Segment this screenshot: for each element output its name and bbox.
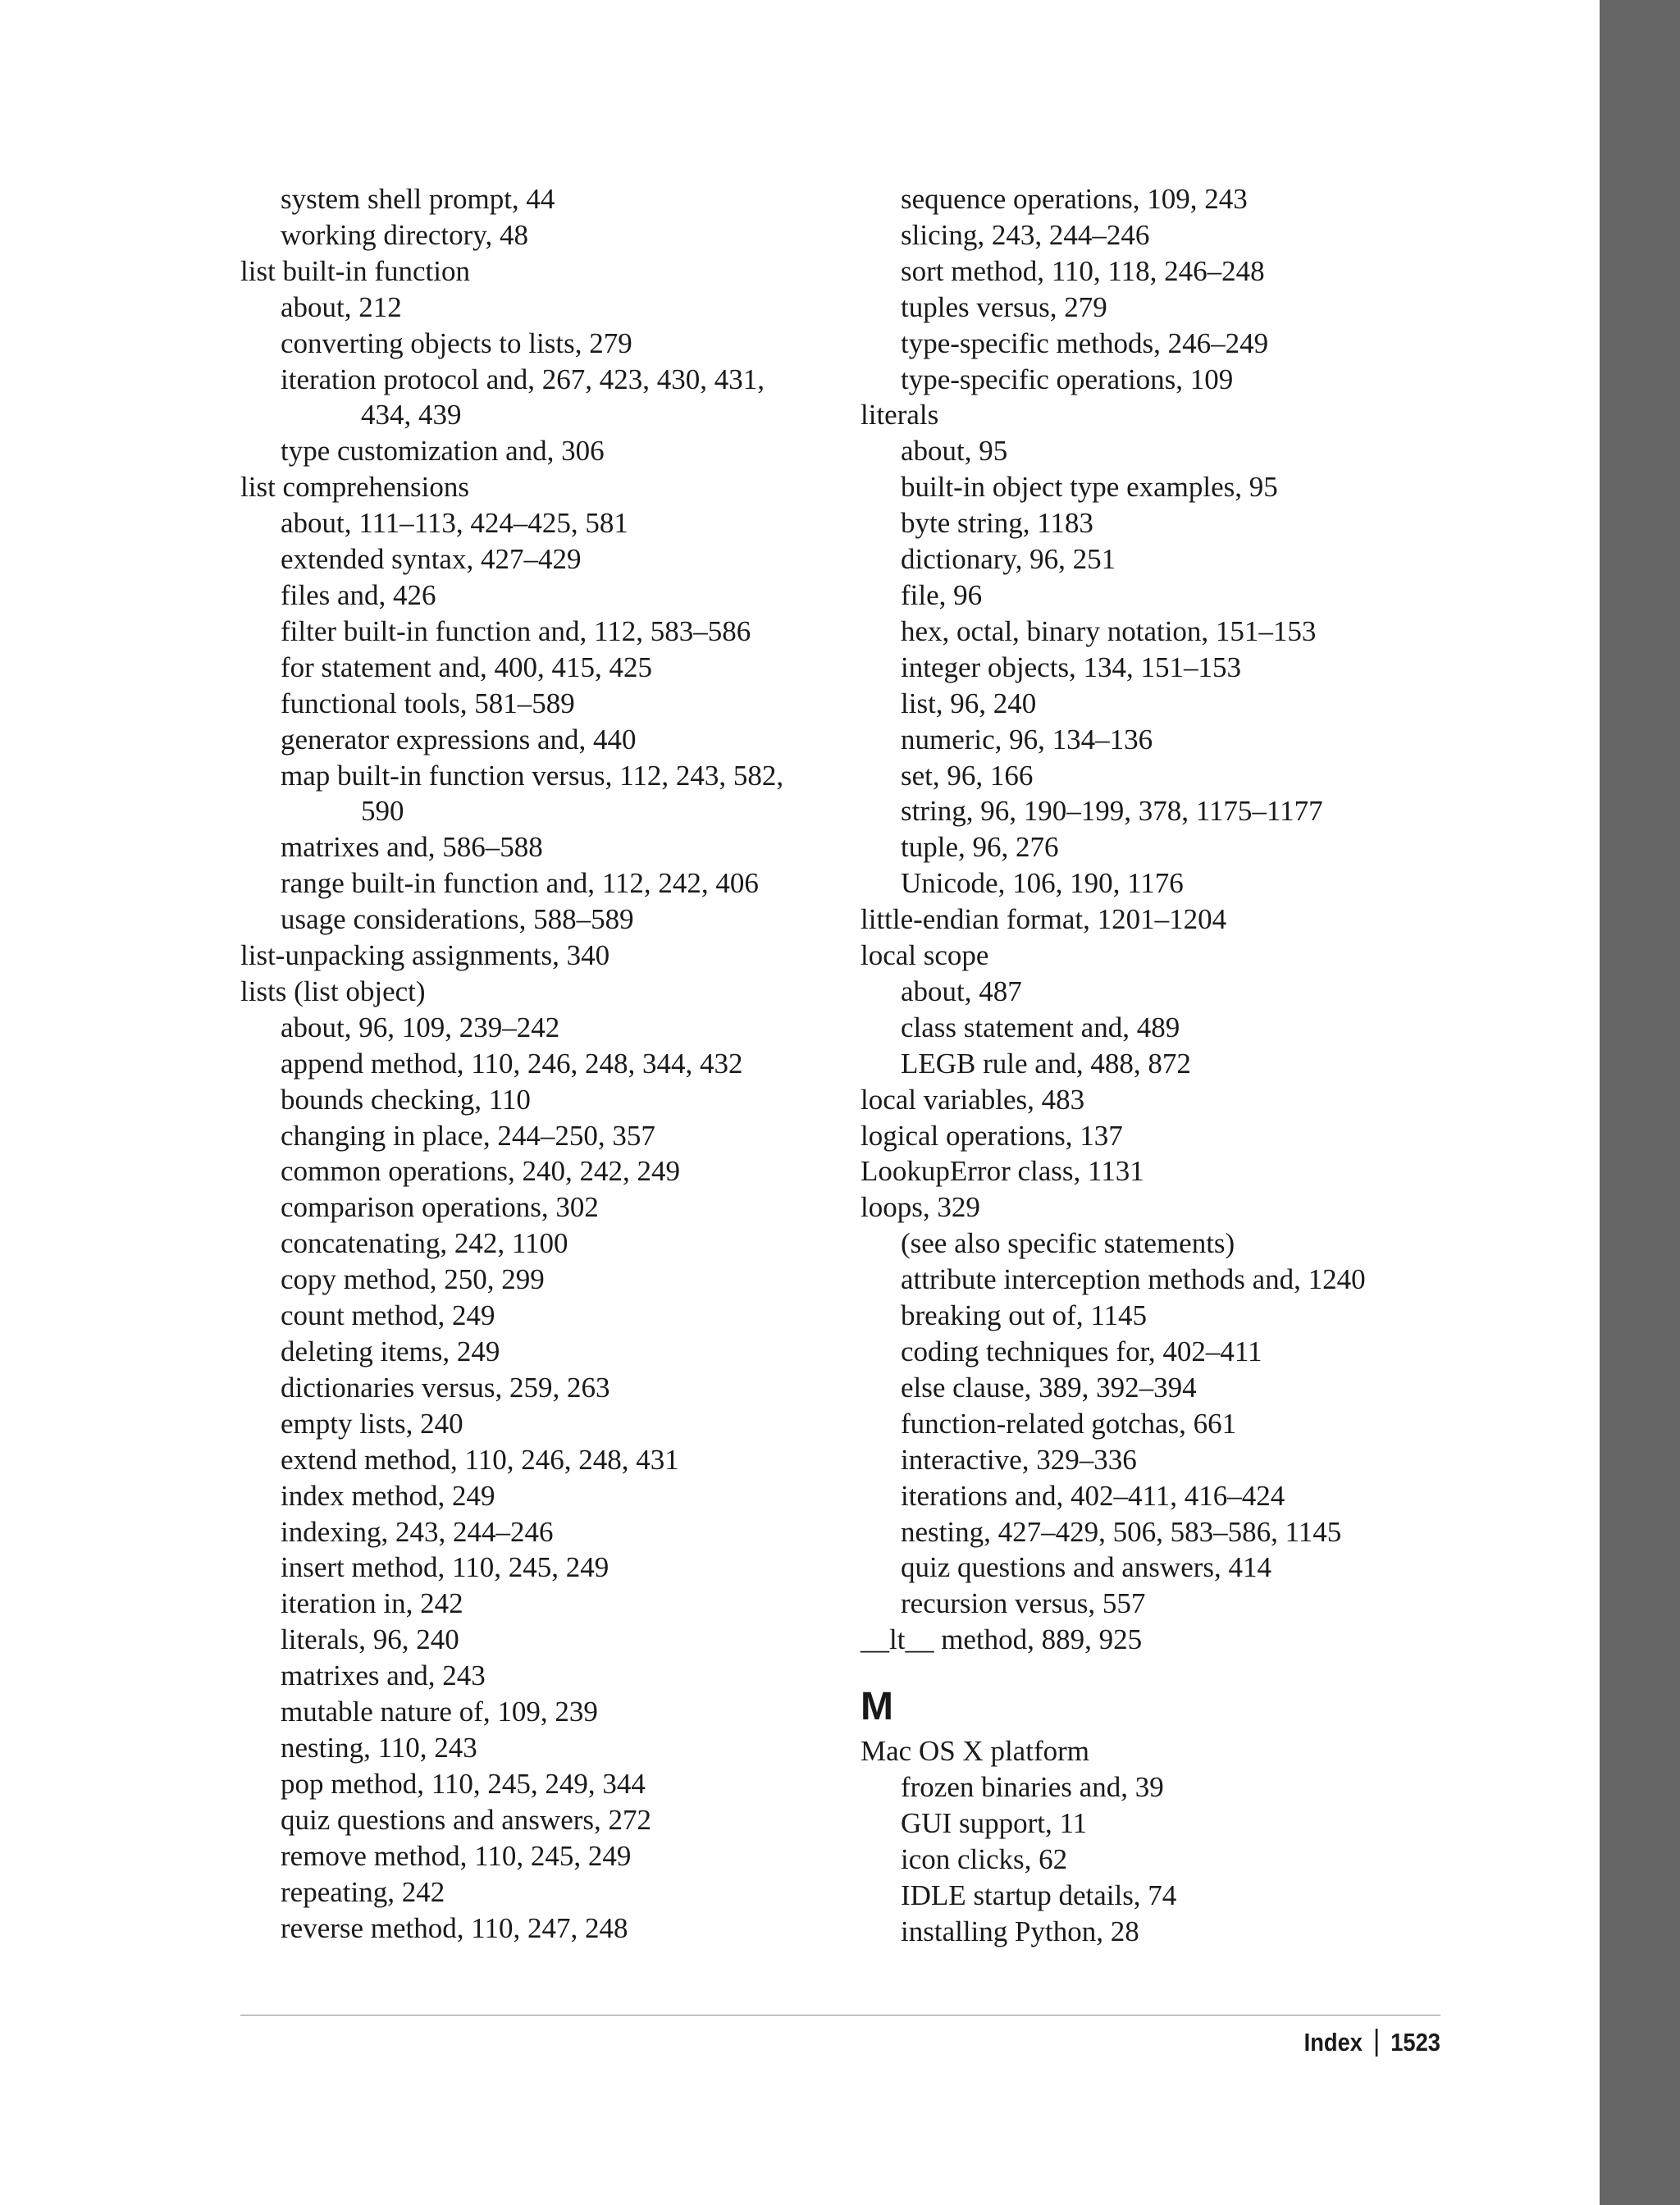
index-subentry: reverse method, 110, 247, 248 <box>281 1911 628 1944</box>
index-continuation: 434, 439 <box>361 399 462 431</box>
index-subentry: about, 212 <box>281 290 402 323</box>
index-subentry: dictionaries versus, 259, 263 <box>281 1371 610 1404</box>
footer-separator <box>1376 2029 1378 2057</box>
index-entry: literals <box>861 399 939 431</box>
index-entry: logical operations, 137 <box>861 1119 1123 1152</box>
page-number: 1523 <box>1390 2028 1440 2057</box>
index-subentry: working directory, 48 <box>281 218 528 251</box>
index-subentry: frozen binaries and, 39 <box>901 1771 1164 1804</box>
index-subentry: append method, 110, 246, 248, 344, 432 <box>281 1047 743 1080</box>
index-subentry: LEGB rule and, 488, 872 <box>901 1047 1191 1080</box>
footer-rule <box>240 2015 1440 2016</box>
index-subentry: mutable nature of, 109, 239 <box>281 1696 598 1728</box>
index-subentry: slicing, 243, 244–246 <box>901 218 1150 251</box>
index-subentry: converting objects to lists, 279 <box>281 326 632 359</box>
index-entry: loops, 329 <box>861 1191 980 1224</box>
index-subentry: else clause, 389, 392–394 <box>901 1371 1197 1404</box>
index-subentry: dictionary, 96, 251 <box>901 543 1116 576</box>
index-subentry: indexing, 243, 244–246 <box>281 1515 554 1548</box>
index-subentry: numeric, 96, 134–136 <box>901 723 1153 756</box>
index-entry: list built-in function <box>240 254 470 287</box>
index-subentry: functional tools, 581–589 <box>281 687 575 719</box>
index-subentry: system shell prompt, 44 <box>281 183 555 215</box>
index-subentry: about, 95 <box>901 435 1008 468</box>
index-entry: little-endian format, 1201–1204 <box>861 903 1227 936</box>
index-subentry: map built-in function versus, 112, 243, 582, <box>281 759 784 792</box>
index-subentry: byte string, 1183 <box>901 507 1093 540</box>
index-subentry: function-related gotchas, 661 <box>901 1407 1237 1440</box>
index-subentry: coding techniques for, 402–411 <box>901 1335 1262 1367</box>
index-subentry: remove method, 110, 245, 249 <box>281 1839 632 1872</box>
index-entry: __lt__ method, 889, 925 <box>861 1623 1143 1656</box>
index-subentry: files and, 426 <box>281 578 436 611</box>
index-subentry: matrixes and, 586–588 <box>281 831 543 864</box>
footer-section-label: Index <box>1303 2028 1363 2057</box>
thumb-tab <box>1600 0 1680 2205</box>
index-continuation: 590 <box>361 795 404 828</box>
index-subentry: GUI support, 11 <box>901 1806 1088 1839</box>
index-subentry: concatenating, 242, 1100 <box>281 1227 568 1260</box>
index-entry: list-unpacking assignments, 340 <box>240 939 610 972</box>
index-subentry: changing in place, 244–250, 357 <box>281 1119 655 1152</box>
index-subentry: installing Python, 28 <box>901 1915 1139 1947</box>
index-subentry: attribute interception methods and, 1240 <box>901 1263 1366 1296</box>
index-subentry: iteration in, 242 <box>281 1587 463 1620</box>
index-subentry: range built-in function and, 112, 242, 406 <box>281 867 759 900</box>
index-subentry: repeating, 242 <box>281 1875 445 1908</box>
index-list-m <box>861 1733 1451 1949</box>
index-subentry: filter built-in function and, 112, 583–586 <box>281 614 751 647</box>
index-entry: list comprehensions <box>240 471 469 504</box>
index-subentry: copy method, 250, 299 <box>281 1263 545 1296</box>
index-subentry: quiz questions and answers, 414 <box>901 1551 1272 1584</box>
index-entry: lists (list object) <box>240 975 426 1007</box>
index-subentry: empty lists, 240 <box>281 1407 463 1440</box>
index-subentry: usage considerations, 588–589 <box>281 903 634 936</box>
index-subentry: insert method, 110, 245, 249 <box>281 1551 609 1584</box>
index-subentry: matrixes and, 243 <box>281 1659 486 1692</box>
index-subentry: tuples versus, 279 <box>901 290 1107 323</box>
index-subentry: integer objects, 134, 151–153 <box>901 651 1242 683</box>
index-subentry: (see also specific statements) <box>901 1227 1235 1260</box>
index-subentry: quiz questions and answers, 272 <box>281 1803 652 1836</box>
index-subentry: pop method, 110, 245, 249, 344 <box>281 1767 646 1800</box>
index-entry: LookupError class, 1131 <box>861 1155 1144 1188</box>
index-subentry: built-in object type examples, 95 <box>901 471 1278 504</box>
index-subentry: Unicode, 106, 190, 1176 <box>901 867 1184 900</box>
page-footer <box>1304 2028 1440 2057</box>
index-subentry: extend method, 110, 246, 248, 431 <box>281 1443 679 1476</box>
index-subentry: comparison operations, 302 <box>281 1191 599 1224</box>
index-subentry: file, 96 <box>901 578 983 611</box>
index-subentry: recursion versus, 557 <box>901 1587 1146 1620</box>
index-subentry: index method, 249 <box>281 1479 495 1512</box>
index-entry: Mac OS X platform <box>861 1735 1089 1768</box>
index-subentry: bounds checking, 110 <box>281 1083 531 1116</box>
index-subentry: breaking out of, 1145 <box>901 1299 1148 1332</box>
index-subentry: nesting, 110, 243 <box>281 1731 477 1764</box>
index-subentry: type-specific methods, 246–249 <box>901 326 1269 359</box>
index-subentry: IDLE startup details, 74 <box>901 1879 1177 1911</box>
index-subentry: deleting items, 249 <box>281 1335 500 1367</box>
index-subentry: literals, 96, 240 <box>281 1623 459 1656</box>
index-subentry: set, 96, 166 <box>901 759 1034 792</box>
section-letter-m: M <box>861 1685 892 1729</box>
index-subentry: about, 111–113, 424–425, 581 <box>281 507 628 540</box>
index-subentry: for statement and, 400, 415, 425 <box>281 651 652 683</box>
index-subentry: type customization and, 306 <box>281 435 605 468</box>
index-subentry: common operations, 240, 242, 249 <box>281 1155 681 1188</box>
index-subentry: iterations and, 402–411, 416–424 <box>901 1479 1285 1512</box>
index-subentry: count method, 249 <box>281 1299 495 1332</box>
index-subentry: iteration protocol and, 267, 423, 430, 431, <box>281 363 765 395</box>
index-subentry: sort method, 110, 118, 246–248 <box>901 254 1265 287</box>
index-subentry: generator expressions and, 440 <box>281 723 637 756</box>
index-subentry: class statement and, 489 <box>901 1011 1180 1043</box>
index-subentry: hex, octal, binary notation, 151–153 <box>901 614 1317 647</box>
index-list-l <box>861 181 1451 1658</box>
section-gap <box>861 1658 1451 1681</box>
index-subentry: about, 487 <box>901 975 1022 1007</box>
index-column-left <box>240 181 839 1946</box>
index-subentry: extended syntax, 427–429 <box>281 543 582 576</box>
index-subentry: nesting, 427–429, 506, 583–586, 1145 <box>901 1515 1342 1548</box>
index-subentry: list, 96, 240 <box>901 687 1037 719</box>
index-subentry: interactive, 329–336 <box>901 1443 1137 1476</box>
index-subentry: sequence operations, 109, 243 <box>901 183 1248 215</box>
index-subentry: tuple, 96, 276 <box>901 831 1059 864</box>
index-subentry: about, 96, 109, 239–242 <box>281 1011 560 1043</box>
index-subentry: string, 96, 190–199, 378, 1175–1177 <box>901 795 1323 828</box>
index-column-right <box>861 181 1451 1950</box>
index-subentry: icon clicks, 62 <box>901 1842 1068 1875</box>
index-entry: local variables, 483 <box>861 1083 1085 1116</box>
index-subentry: type-specific operations, 109 <box>901 363 1234 395</box>
index-entry: local scope <box>861 939 989 972</box>
